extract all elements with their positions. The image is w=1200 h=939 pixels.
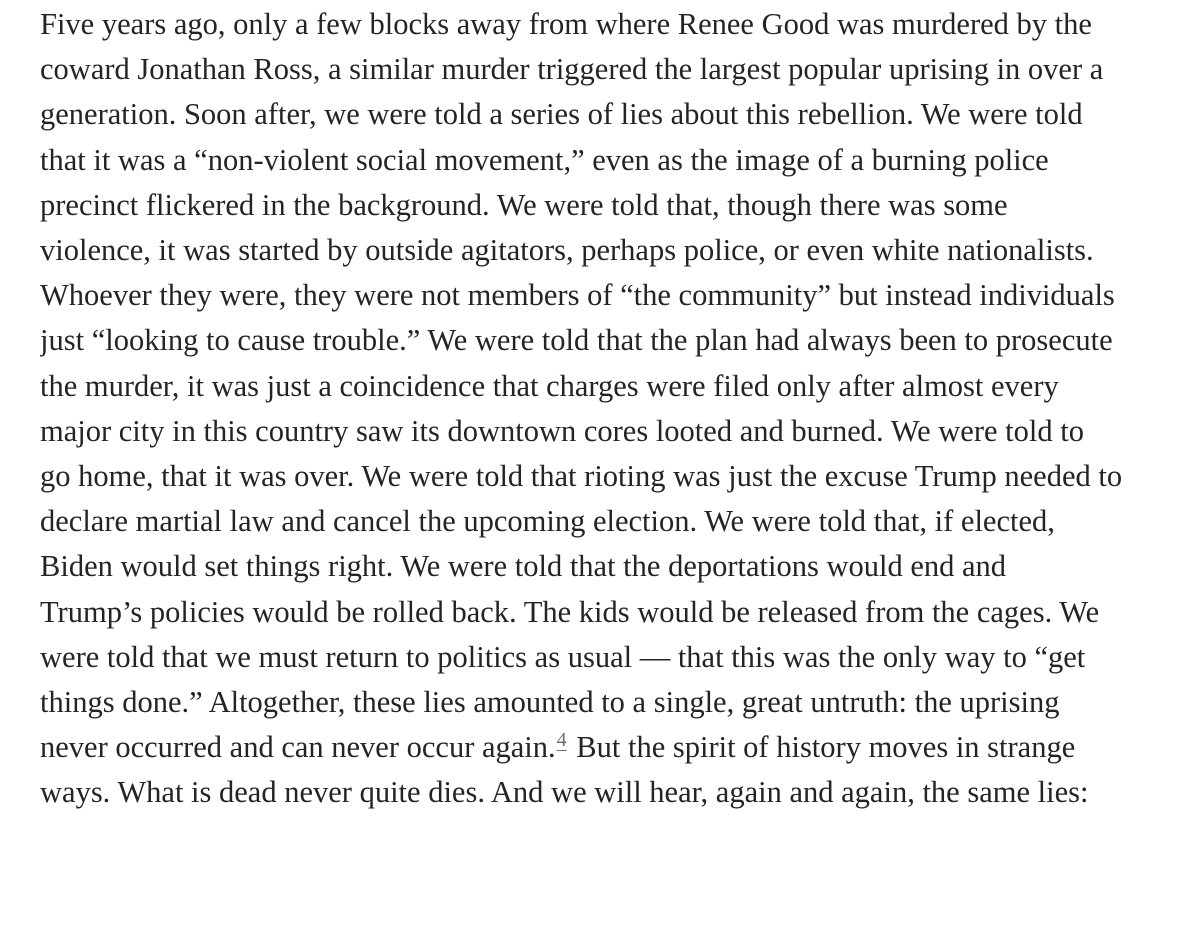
paragraph-line: that it was a “non-violent social movement,” even as the image of a burning police [40,142,1049,177]
paragraph-line: precinct flickered in the background. We were told that, though there was some [40,187,1008,222]
paragraph-line: violence, it was started by outside agitators, perhaps police, or even white nationalists. [40,233,1094,268]
footnote-link[interactable]: 4 [556,729,567,752]
paragraph-line: Biden would set things right. We were told that the deportations would end and [40,549,1007,584]
paragraph-line: declare martial law and cancel the upcoming election. We were told that, if elected, [40,504,1055,539]
paragraph-line: the murder, it was just a coincidence that charges were filed only after almost every [40,368,1059,403]
paragraph-line: generation. Soon after, we were told a series of lies about this rebellion. We were told [40,97,1083,132]
paragraph-line: Five years ago, only a few blocks away from where Renee Good was murdered by the [40,7,1092,41]
paragraph-line: ways. What is dead never quite dies. And we will hear, again and again, the same lies: [40,775,1089,810]
line-text-after-footnote: But the spirit of history moves in strange [568,730,1076,765]
article-paragraph [40,0,1200,816]
line-text-before-footnote: never occurred and can never occur again. [40,730,556,765]
paragraph-line: Whoever they were, they were not members of “the community” but instead individuals [40,278,1115,313]
paragraph-line: major city in this country saw its downtown cores looted and burned. We were told to [40,413,1084,448]
article-body [40,0,1200,939]
paragraph-line: coward Jonathan Ross, a similar murder triggered the largest popular uprising in over a [40,52,1104,87]
paragraph-line: just “looking to cause trouble.” We were told that the plan had always been to prosecute [40,323,1113,358]
paragraph-line: go home, that it was over. We were told that rioting was just the excuse Trump needed to [40,459,1123,494]
paragraph-line: were told that we must return to politics as usual — that this was the only way to “get [40,639,1086,674]
paragraph-line: Trump’s policies would be rolled back. The kids would be released from the cages. We [40,594,1100,629]
paragraph-line-with-footnote [40,725,1200,770]
paragraph-line: things done.” Altogether, these lies amounted to a single, great untruth: the uprising [40,685,1060,720]
